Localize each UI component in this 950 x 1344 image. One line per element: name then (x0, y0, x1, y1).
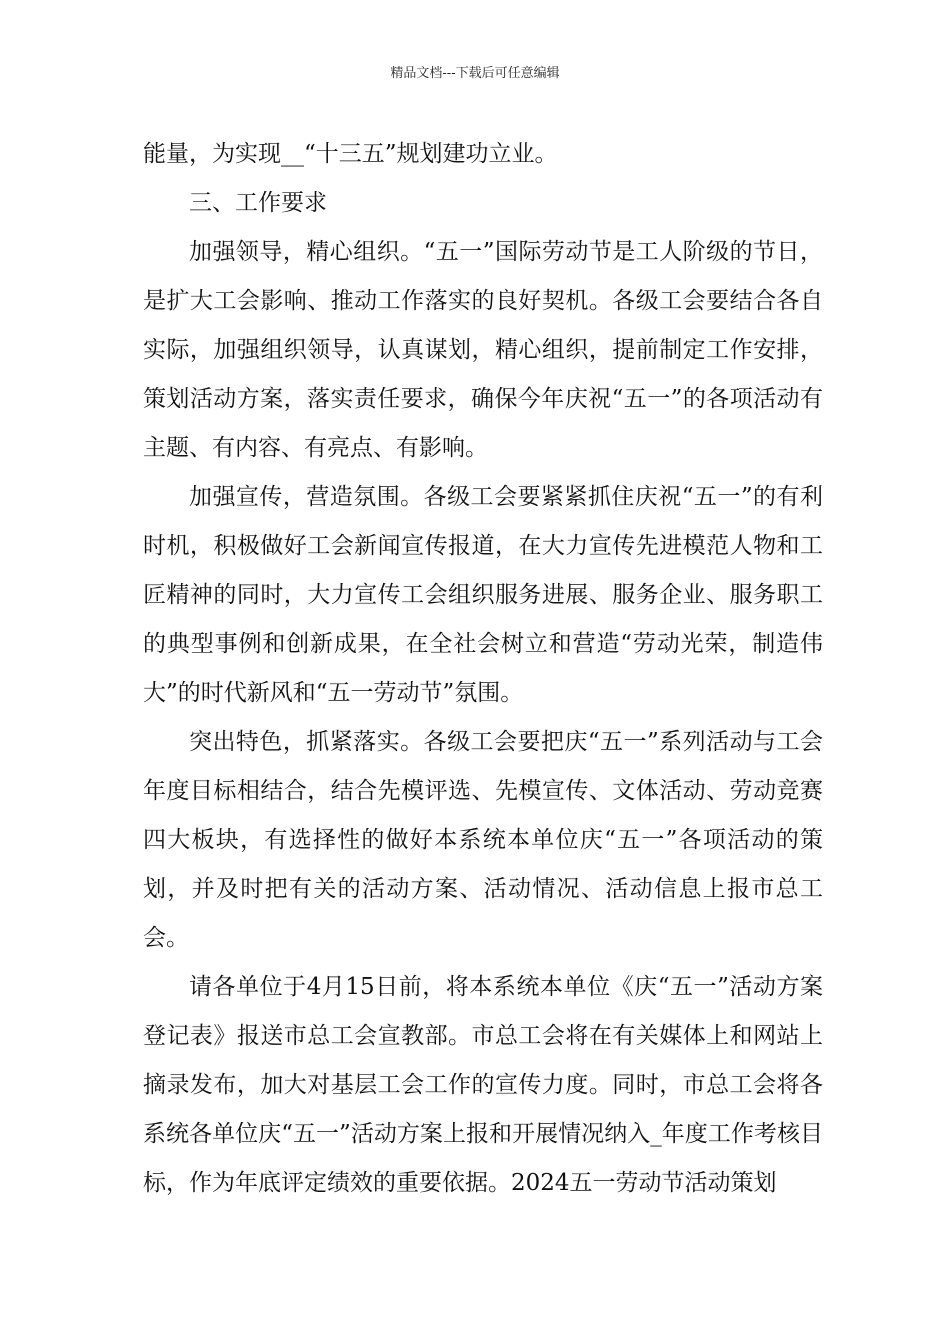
paragraph-continuation: 能量，为实现__“十三五”规划建功立业。 (143, 141, 558, 167)
page-header: 精品文档---下载后可任意编辑 (390, 66, 560, 81)
paragraph-publicity: 加强宣传，营造氛围。各级工会要紧紧抓住庆祝“五一”的有利时机，积极做好工会新闻宣传报道，在大力宣传先进模范人物和工匠精神的同时，大力宣传工会组织服务进展、服务企业、服务职工的典型事例和创新成果，在全社会树立和营造“劳动光荣，制造伟大”的时代新风和“五一劳动节”氛围。 (143, 484, 823, 706)
paragraph-features: 突出特色，抓紧落实。各级工会要把庆“五一”系列活动与工会年度目标相结合，结合先模评选、先模宣传、文体活动、劳动竞赛四大板块，有选择性的做好本系统本单位庆“五一”各项活动的策划，并及时把有关的活动方案、活动情况、活动信息上报市总工会。 (143, 729, 823, 951)
paragraph-submission: 请各单位于4月15日前，将本系统本单位《庆“五一”活动方案登记表》报送市总工会宣教部。市总工会将在有关媒体上和网站上摘录发布，加大对基层工会工作的宣传力度。同时，市总工会将各系统各单位庆“五一”活动方案上报和开展情况纳入_年度工作考核目标，作为年底评定绩效的重要依据。2024五一劳动节活动策划 (143, 974, 823, 1196)
paragraph-leadership: 加强领导，精心组织。“五一”国际劳动节是工人阶级的节日，是扩大工会影响、推动工作落实的良好契机。各级工会要结合各自实际，加强组织领导，认真谋划，精心组织，提前制定工作安排，策划活动方案，落实责任要求，确保今年庆祝“五一”的各项活动有主题、有内容、有亮点、有影响。 (143, 239, 823, 461)
document-body (143, 130, 823, 1208)
section-heading: 三、工作要求 (189, 190, 327, 216)
